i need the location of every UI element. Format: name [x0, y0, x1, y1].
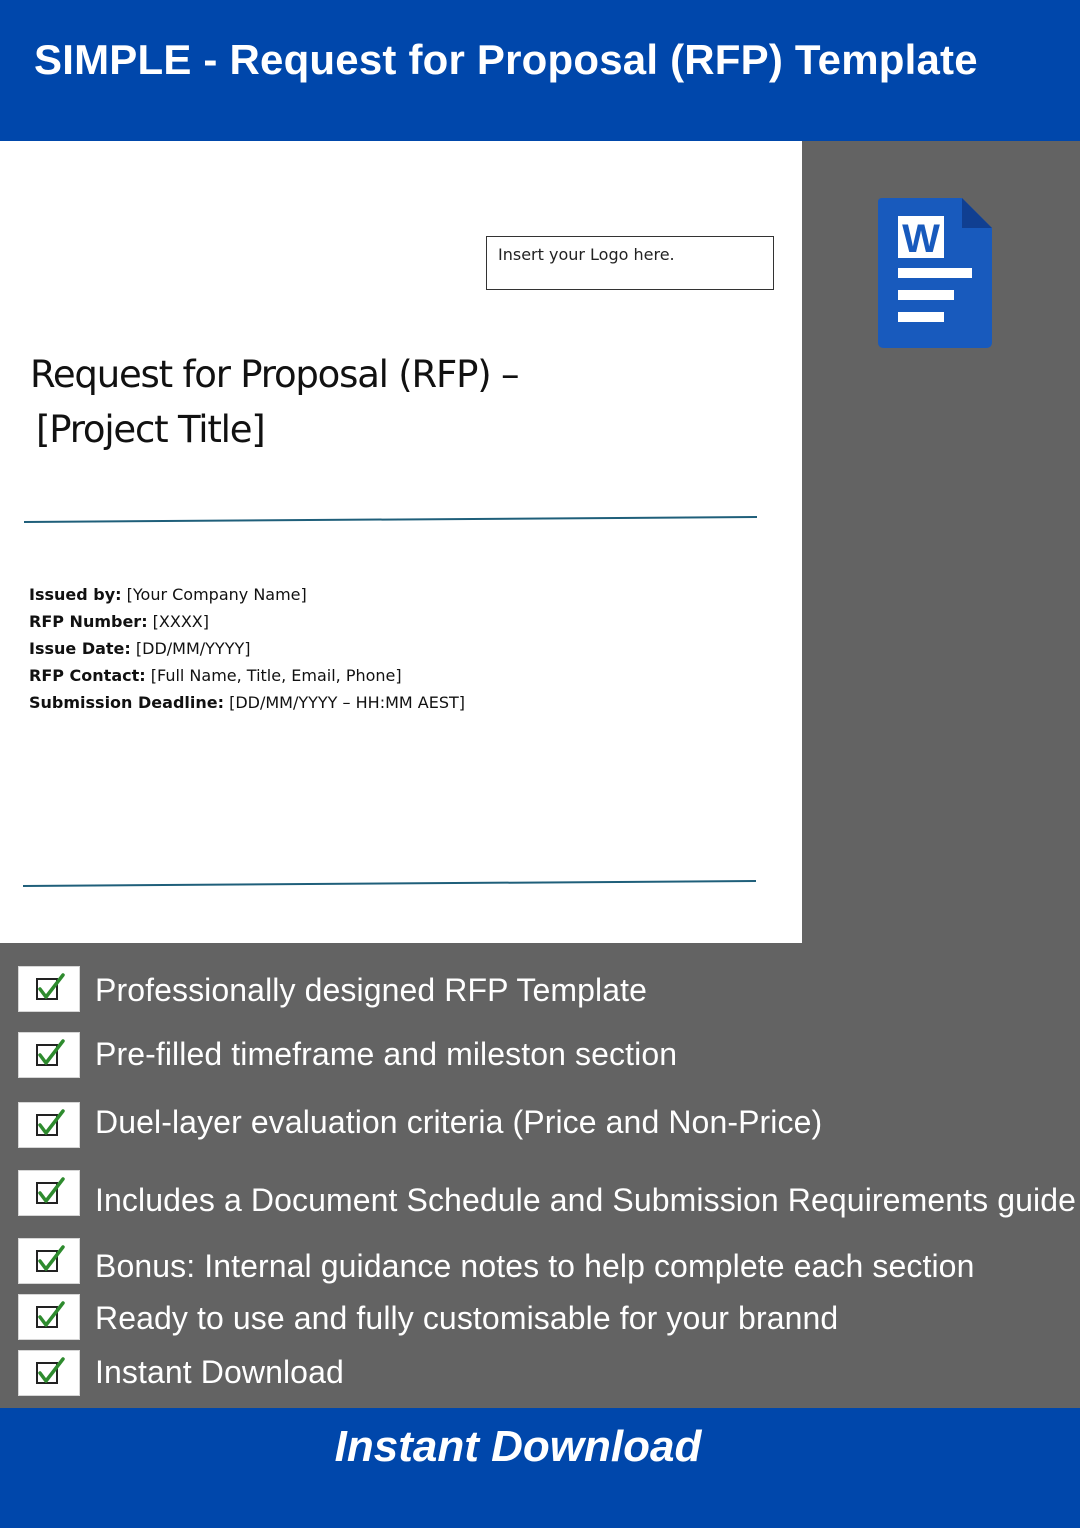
feature-text: Professionally designed RFP Template — [95, 972, 648, 1008]
checkbox-icon — [18, 966, 80, 1012]
feature-text: Pre-filled timeframe and mileston section — [95, 1036, 678, 1072]
feature-item — [0, 1032, 1080, 1082]
meta-rfp-contact: RFP Contact: [Full Name, Title, Email, Phone] — [29, 666, 402, 685]
meta-issued-by: Issued by: [Your Company Name] — [29, 585, 307, 604]
document-meta — [29, 581, 465, 716]
meta-rfp-number: RFP Number: [XXXX] — [29, 612, 210, 631]
instant-download-label: Instant Download — [334, 1422, 702, 1471]
checkbox-icon — [18, 1102, 80, 1148]
footer-banner — [0, 1408, 1080, 1528]
document-title-line-1: Request for Proposal (RFP) – — [30, 353, 519, 396]
feature-item — [0, 1102, 1080, 1152]
document-preview — [0, 141, 802, 943]
checkbox-icon — [18, 1032, 80, 1078]
feature-item — [0, 1294, 1080, 1344]
checkbox-icon — [18, 1350, 80, 1396]
document-title — [30, 347, 590, 457]
feature-item — [0, 1170, 1080, 1220]
top-divider-line — [0, 511, 802, 523]
checkbox-icon — [18, 1170, 80, 1216]
logo-placeholder-box: Insert your Logo here. — [486, 236, 774, 290]
feature-text: Duel-layer evaluation criteria (Price and Non-Price) — [95, 1104, 823, 1140]
feature-item — [0, 1238, 1080, 1288]
word-document-icon — [878, 198, 992, 348]
feature-text: Bonus: Internal guidance notes to help complete each section — [95, 1248, 975, 1284]
word-icon-letter: W — [902, 217, 940, 261]
page-title: SIMPLE - Request for Proposal (RFP) Template — [34, 36, 978, 83]
header-banner — [0, 0, 1080, 141]
feature-text: Ready to use and fully customisable for your brannd — [95, 1300, 839, 1336]
document-title-line-2: [Project Title] — [36, 408, 265, 451]
checkbox-icon — [18, 1294, 80, 1340]
checkbox-icon — [18, 1238, 80, 1284]
feature-text: Includes a Document Schedule and Submission Requirements guide — [95, 1182, 1076, 1218]
meta-issue-date: Issue Date: [DD/MM/YYYY] — [29, 639, 251, 658]
feature-item — [0, 1350, 1080, 1400]
feature-item — [0, 966, 1080, 1016]
meta-submission-deadline: Submission Deadline: [DD/MM/YYYY – HH:MM AEST] — [29, 693, 465, 712]
feature-text: Instant Download — [95, 1354, 344, 1390]
bottom-divider-line — [0, 875, 802, 887]
